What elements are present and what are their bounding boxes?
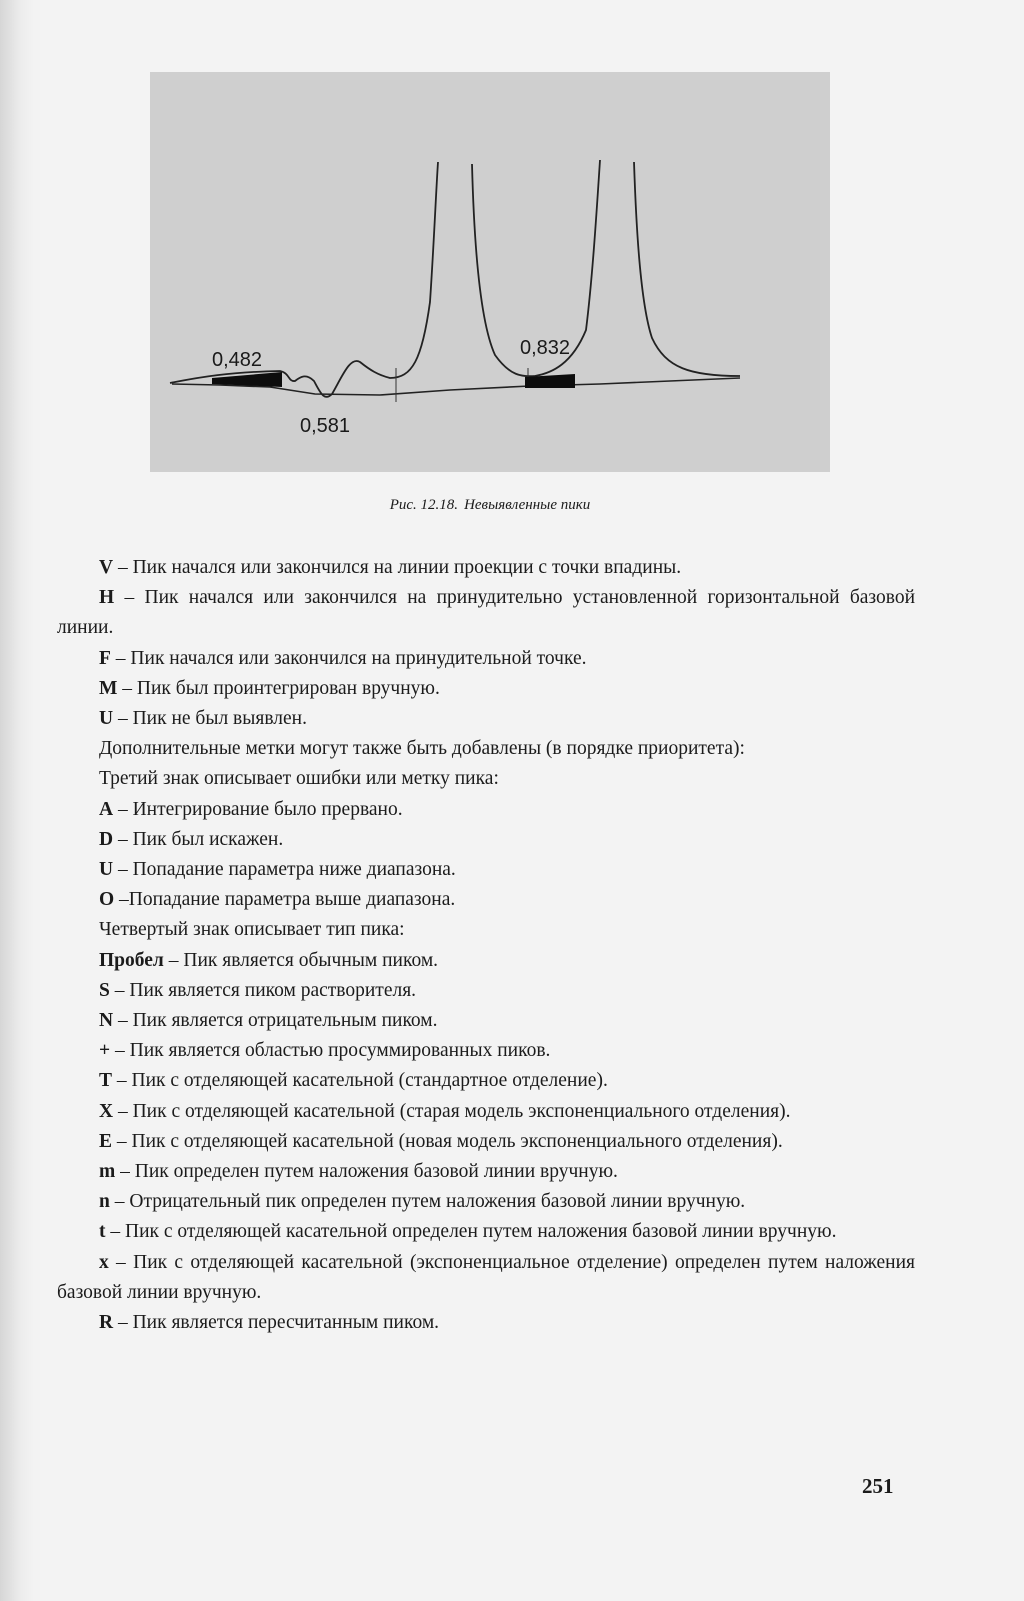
caption-text: Невыявленные пики: [464, 497, 591, 513]
definition-item: [57, 1217, 915, 1247]
definition-text: Пик с отделяющей касательной (стандартное отделение).: [131, 1070, 608, 1092]
definition-text: Пик является отрицательным пиком.: [132, 1010, 438, 1032]
dash-separator: –: [113, 557, 133, 578]
page-number: 251: [862, 1474, 894, 1498]
chromatogram-trace: [170, 162, 438, 397]
dash-separator: –: [113, 1010, 133, 1032]
definition-text: Пик с отделяющей касательной (старая модель экспоненциального отделения).: [132, 1100, 791, 1122]
code-letter: A: [99, 798, 114, 820]
code-letter: n: [99, 1191, 110, 1213]
dash-separator: –: [113, 828, 133, 850]
dash-separator: –: [109, 979, 130, 1001]
definition-item: [57, 946, 915, 976]
code-letter: m: [99, 1161, 116, 1183]
definition-text: Попадание параметра выше диапазона.: [128, 889, 456, 911]
definition-text: Пик с отделяющей касательной определен путем наложения базовой линии вручную.: [125, 1221, 837, 1243]
definition-item: [57, 1308, 915, 1338]
code-letter: R: [99, 1312, 114, 1334]
code-letter: S: [99, 979, 110, 1001]
body-paragraph: [57, 915, 915, 945]
definition-item: [57, 583, 915, 643]
code-letter: E: [99, 1130, 113, 1152]
definition-item: [57, 795, 915, 825]
definition-item: [57, 644, 915, 674]
chromatogram-figure: [150, 72, 830, 472]
code-letter: F: [99, 647, 111, 669]
code-letter: x: [99, 1251, 109, 1273]
body-text: [57, 553, 915, 1338]
definition-item: [57, 825, 915, 855]
caption-label: Рис. 12.18.: [389, 497, 459, 513]
dash-separator: –: [113, 1100, 133, 1122]
peak-label-0482: 0,482: [212, 349, 263, 371]
scan-edge-shadow: [0, 0, 34, 1601]
definition-text: Четвертый знак описывает тип пика:: [99, 919, 405, 941]
definition-text: Пик начался или закончился на линии проекции с точки впадины.: [132, 557, 682, 578]
code-letter: O: [99, 889, 115, 911]
definition-item: [57, 1157, 915, 1187]
dash-separator: –: [110, 1040, 130, 1062]
definition-text: Пик является пиком растворителя.: [129, 979, 417, 1001]
definition-item: [57, 1248, 915, 1308]
dash-separator: –: [112, 1130, 132, 1152]
dash-separator: –: [110, 647, 131, 669]
definition-item: [57, 704, 915, 734]
definition-text: Пик является областью просуммированных пиков.: [129, 1040, 551, 1062]
dash-separator: –: [117, 677, 137, 699]
definition-text: Пик был проинтегрирован вручную.: [136, 677, 440, 699]
definition-text: Пик начался или закончился на принудительно установленной горизонтальной базовой линии.: [57, 587, 916, 639]
code-letter: N: [99, 1010, 114, 1032]
definition-item: [57, 1187, 915, 1217]
code-letter: U: [99, 708, 114, 730]
definition-item: [57, 855, 915, 885]
code-letter: M: [99, 677, 118, 699]
body-paragraph: [57, 734, 915, 764]
definition-text: Пик был искажен.: [132, 828, 284, 850]
definition-item: [57, 1097, 915, 1127]
code-letter: H: [99, 587, 115, 609]
definition-text: Интегрирование было прервано.: [132, 798, 403, 820]
definition-text: Дополнительные метки могут также быть добавлены (в порядке приоритета):: [99, 738, 745, 760]
code-letter: D: [99, 828, 114, 850]
definition-text: Пик не был выявлен.: [132, 708, 307, 730]
code-letter: +: [99, 1040, 111, 1062]
dash-separator: –: [114, 889, 129, 911]
definition-text: Пик является пересчитанным пиком.: [132, 1312, 440, 1334]
definition-item: [57, 976, 915, 1006]
chromatogram-svg: [150, 72, 830, 472]
definition-item: [57, 674, 915, 704]
definition-text: Попадание параметра ниже диапазона.: [132, 859, 456, 881]
dash-separator: –: [163, 949, 184, 971]
definition-text: Пик определен путем наложения базовой линии вручную.: [134, 1161, 618, 1183]
definition-text: Третий знак описывает ошибки или метку пика:: [99, 768, 499, 790]
code-letter: T: [99, 1070, 113, 1092]
definition-text: Пик с отделяющей касательной (экспоненциальное отделение) определен путем наложения базовой линии вручную.: [57, 1251, 916, 1303]
dash-separator: –: [109, 1191, 130, 1213]
definition-item: [57, 553, 915, 583]
dash-separator: –: [115, 1161, 135, 1183]
dash-separator: –: [114, 587, 145, 609]
code-letter: Пробел: [99, 949, 164, 971]
body-paragraph: [57, 764, 915, 794]
definition-text: Отрицательный пик определен путем наложения базовой линии вручную.: [129, 1191, 746, 1213]
definition-item: [57, 885, 915, 915]
dash-separator: –: [113, 798, 133, 820]
dash-separator: –: [112, 1070, 132, 1092]
dash-separator: –: [113, 859, 133, 881]
definition-text: Пик начался или закончился на принудительной точке.: [130, 647, 587, 669]
peak-label-0832: 0,832: [520, 337, 571, 359]
code-letter: U: [99, 859, 114, 881]
code-letter: V: [99, 557, 114, 578]
figure-caption: [150, 497, 830, 514]
definition-text: Пик является обычным пиком.: [183, 949, 439, 971]
dash-separator: –: [108, 1251, 134, 1273]
peak-label-0581: 0,581: [300, 415, 351, 437]
code-letter: X: [99, 1100, 114, 1122]
code-letter: t: [99, 1221, 106, 1243]
definition-item: [57, 1127, 915, 1157]
definition-text: Пик с отделяющей касательной (новая модель экспоненциального отделения).: [131, 1130, 783, 1152]
definition-item: [57, 1036, 915, 1066]
dash-separator: –: [113, 708, 133, 730]
dash-separator: –: [113, 1312, 133, 1334]
definition-item: [57, 1066, 915, 1096]
dash-separator: –: [105, 1221, 125, 1243]
definition-item: [57, 1006, 915, 1036]
